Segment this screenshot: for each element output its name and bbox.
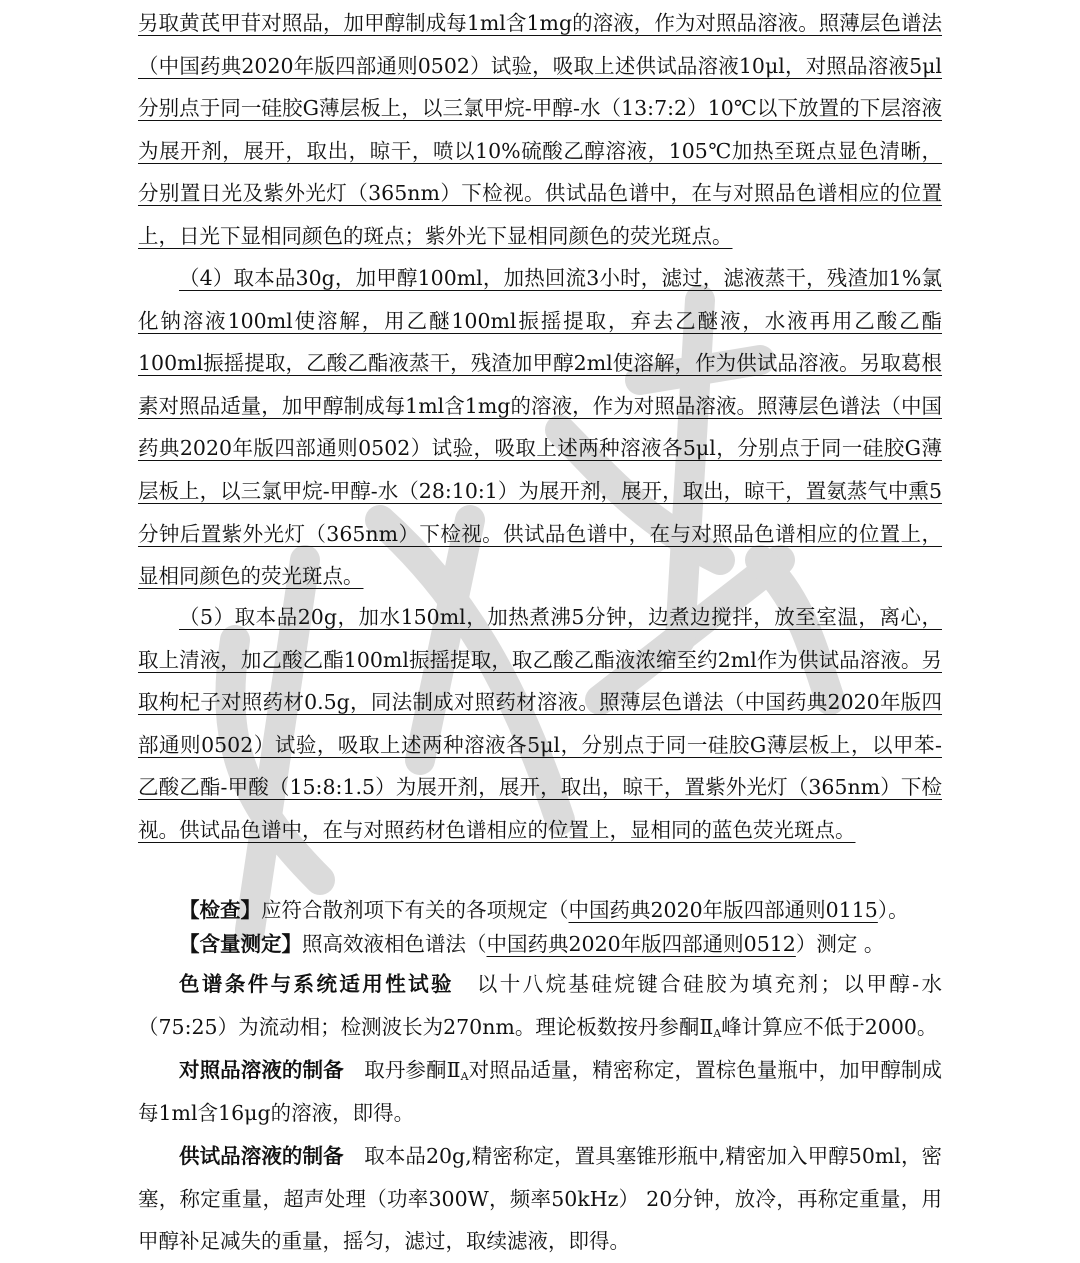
inspection-text: 应符合散剂项下有关的各项规定（ <box>261 898 569 922</box>
assay-section <box>138 927 942 961</box>
inspection-reference: 中国药典2020年版四部通则0115 <box>568 898 878 922</box>
assay-text: 照高效液相色谱法（ <box>302 932 487 956</box>
test-solution-label: 供试品溶液的制备 <box>179 1144 344 1168</box>
test-solution-prep <box>138 1135 942 1263</box>
test-solution-text: 取本品20g,精密称定，置具塞锥形瓶中,精密加入甲醇50ml，密塞，称定重量，超声处理（功率300W，频率50kHz） 20分钟，放冷，再称定重量，用甲醇补足减失的重量，摇匀，滤过，取续滤液，即得。 <box>138 1144 943 1254</box>
chromatographic-text-b: 峰计算应不低于2000。 <box>721 1014 938 1039</box>
paragraph-3-continued: 另取黄芪甲苷对照品，加甲醇制成每1ml含1mg的溶液，作为对照品溶液。照薄层色谱法（中国药典2020年版四部通则0502）试验，吸取上述供试品溶液10μl，对照品溶液5μl分别点于同一硅胶G薄层板上，以三氯甲烷-甲醇-水（13:7:2）10℃以下放置的下层溶液为展开剂，展开，取出，晾干，喷以10%硫酸乙醇溶液，105℃加热至斑点显色清晰，分别置日光及紫外光灯（365nm）下检视。供试品色谱中，在与对照品色谱相应的位置上，日光下显相同颜色的斑点；紫外光下显相同颜色的荧光斑点。 <box>138 11 942 248</box>
chromatographic-text-a: 以十八烷基硅烷键合硅胶为填充剂；以甲醇-水（75:25）为流动相；检测波长为270nm。理论板数按丹参酮Ⅱ <box>138 972 943 1039</box>
paragraph-4: （4）取本品30g，加甲醇100ml，加热回流3小时，滤过，滤液蒸干，残渣加1%氯化钠溶液100ml使溶解，用乙醚100ml振摇提取，弃去乙醚液，水液再用乙酸乙酯100ml振摇提取，乙酸乙酯液蒸干，残渣加甲醇2ml使溶解，作为供试品溶液。另取葛根素对照品适量，加甲醇制成每1ml含1mg的溶液，作为对照品溶液。照薄层色谱法（中国药典2020年版四部通则0502）试验，吸取上述两种溶液各5μl，分别点于同一硅胶G薄层板上，以三氯甲烷-甲醇-水（28:10:1）为展开剂，展开，取出，晾干，置氨蒸气中熏5分钟后置紫外光灯（365nm）下检视。供试品色谱中，在与对照品色谱相应的位置上，显相同颜色的荧光斑点。 <box>138 266 942 589</box>
inspection-tail: ）。 <box>877 898 909 922</box>
assay-reference: 中国药典2020年版四部通则0512 <box>486 932 796 956</box>
paragraph-5: （5）取本品20g，加水150ml，加热煮沸5分钟，边煮边搅拌，放至室温，离心，取上清液，加乙酸乙酯100ml振摇提取，取乙酸乙酯液浓缩至约2ml作为供试品溶液。另取枸杞子对照药材0.5g，同法制成对照药材溶液。照薄层色谱法（中国药典2020年版四部通则0502）试验，吸取上述两种溶液各5μl，分别点于同一硅胶G薄层板上，以甲苯-乙酸乙酯-甲酸（15:8:1.5）为展开剂，展开，取出，晾干，置紫外光灯（365nm）下检视。供试品色谱中，在与对照药材色谱相应的位置上，显相同的蓝色荧光斑点。 <box>138 605 942 842</box>
reference-solution-subscript: A <box>460 1070 469 1083</box>
assay-tail: ）测定 。 <box>795 932 885 956</box>
chromatographic-subscript: A <box>713 1026 722 1040</box>
inspection-section <box>138 893 942 927</box>
chromatographic-conditions <box>138 963 942 1048</box>
assay-label: 【含量测定】 <box>179 932 302 956</box>
reference-solution-label: 对照品溶液的制备 <box>179 1058 344 1082</box>
inspection-label: 【检查】 <box>179 898 261 922</box>
reference-solution-prep <box>138 1049 942 1134</box>
reference-solution-text-b: 对照品适量，精密称定，置棕色量瓶中，加甲醇制成每1ml含16μg的溶液，即得。 <box>138 1058 943 1125</box>
chromatographic-label: 色谱条件与系统适用性试验 <box>179 972 454 996</box>
reference-solution-text-a: 取丹参酮Ⅱ <box>364 1058 461 1082</box>
